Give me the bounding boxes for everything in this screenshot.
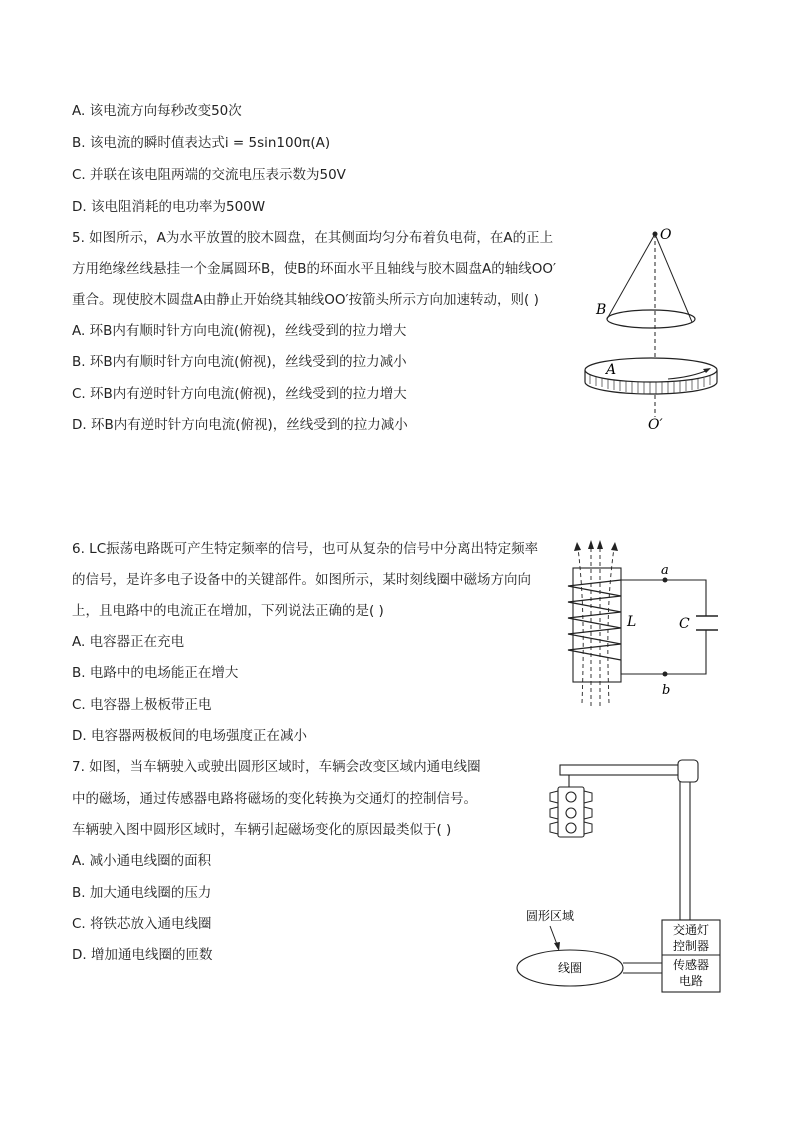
q4-option-b: B. 该电流的瞬时值表达式i = 5sin100π(A) <box>72 135 331 151</box>
label-b: B <box>596 302 607 318</box>
lamp-yellow <box>566 808 576 818</box>
q5-stem-line2: 方用绝缘丝线悬挂一个金属圆环B，使B的环面水平且轴线与胶木圆盘A的轴线OO′ <box>72 261 557 277</box>
visor-2 <box>550 807 558 819</box>
lamp-green <box>566 823 576 833</box>
region-label: 圆形区域 <box>525 909 575 923</box>
q4-option-d: D. 该电阻消耗的电功率为500W <box>72 199 266 215</box>
sensor-label-2: 电路 <box>678 974 704 988</box>
q7-option-d: D. 增加通电线圈的匝数 <box>72 947 213 963</box>
thread-left <box>607 234 655 319</box>
ring-b <box>607 310 695 328</box>
q7-option-b: B. 加大通电线圈的压力 <box>72 885 212 901</box>
q5-option-a: A. 环B内有顺时针方向电流(俯视)，丝线受到的拉力增大 <box>72 323 407 339</box>
q6-option-b: B. 电路中的电场能正在增大 <box>72 665 239 681</box>
label-l: L <box>627 614 637 630</box>
q6-stem-line1: 6. LC振荡电路既可产生特定频率的信号，也可从复杂的信号中分离出特定频率 <box>72 541 539 557</box>
q6-option-c: C. 电容器上极板带正电 <box>72 697 212 713</box>
q6-stem-line3: 上，且电路中的电流正在增加，下列说法正确的是( ) <box>72 603 384 619</box>
controller-label-1: 交通灯 <box>672 923 710 937</box>
bottom-wire <box>621 630 706 674</box>
q5-stem-line3: 重合。现使胶木圆盘A由静止开始绕其轴线OO′按箭头所示方向加速转动，则( ) <box>72 292 539 308</box>
q6-option-a: A. 电容器正在充电 <box>72 634 185 650</box>
lamp-red <box>566 792 576 802</box>
q4-option-c: C. 并联在该电阻两端的交流电压表示数为50V <box>72 167 346 183</box>
signal-pole <box>680 780 690 920</box>
q5-ring-disk-figure <box>580 222 730 437</box>
q6-option-d: D. 电容器两极板间的电场强度正在减小 <box>72 728 307 744</box>
signal-arm <box>560 765 690 775</box>
controller-label-2: 控制器 <box>672 939 710 953</box>
node-a <box>663 578 668 583</box>
field-arrowheads <box>574 540 618 551</box>
disk-a-top <box>585 358 717 382</box>
q5-option-d: D. 环B内有逆时针方向电流(俯视)，丝线受到的拉力减小 <box>72 417 408 433</box>
label-o: O <box>660 227 672 243</box>
label-a: A <box>606 362 617 378</box>
thread-right <box>655 234 692 322</box>
pole-cap <box>678 760 698 782</box>
q7-option-c: C. 将铁芯放入通电线圈 <box>72 916 212 932</box>
q5-option-c: C. 环B内有逆时针方向电流(俯视)，丝线受到的拉力增大 <box>72 386 407 402</box>
coil-label: 线圈 <box>557 961 583 975</box>
q6-stem-line2: 的信号，是许多电子设备中的关键部件。如图所示，某时刻线圈中磁场方向向 <box>72 572 531 588</box>
q4-option-a: A. 该电流方向每秒改变50次 <box>72 103 242 119</box>
q7-stem-line2: 中的磁场，通过传感器电路将磁场的变化转换为交通灯的控制信号。 <box>72 791 477 807</box>
q7-stem-line3: 车辆驶入图中圆形区域时，车辆引起磁场变化的原因最类似于( ) <box>72 822 452 838</box>
coil-windings <box>568 580 621 660</box>
q7-option-a: A. 减小通电线圈的面积 <box>72 853 212 869</box>
region-pointer-head <box>554 942 560 951</box>
top-wire <box>621 580 706 616</box>
sensor-label-1: 传感器 <box>672 958 710 972</box>
q5-stem-line1: 5. 如图所示，A为水平放置的胶木圆盘，在其侧面均匀分布着负电荷，在A的正上 <box>72 230 554 246</box>
node-b <box>663 672 668 677</box>
q6-lc-circuit-figure <box>560 538 760 713</box>
label-c: C <box>679 616 690 632</box>
label-b: b <box>662 683 671 698</box>
label-o-prime: O′ <box>648 417 663 433</box>
label-a: a <box>661 563 669 578</box>
q5-option-b: B. 环B内有顺时针方向电流(俯视)，丝线受到的拉力减小 <box>72 354 407 370</box>
q7-stem-line1: 7. 如图，当车辆驶入或驶出圆形区域时，车辆会改变区域内通电线圈 <box>72 759 481 775</box>
visor-3 <box>550 822 558 834</box>
visor-1 <box>550 791 558 803</box>
q7-traffic-sensor-figure <box>510 755 750 1000</box>
